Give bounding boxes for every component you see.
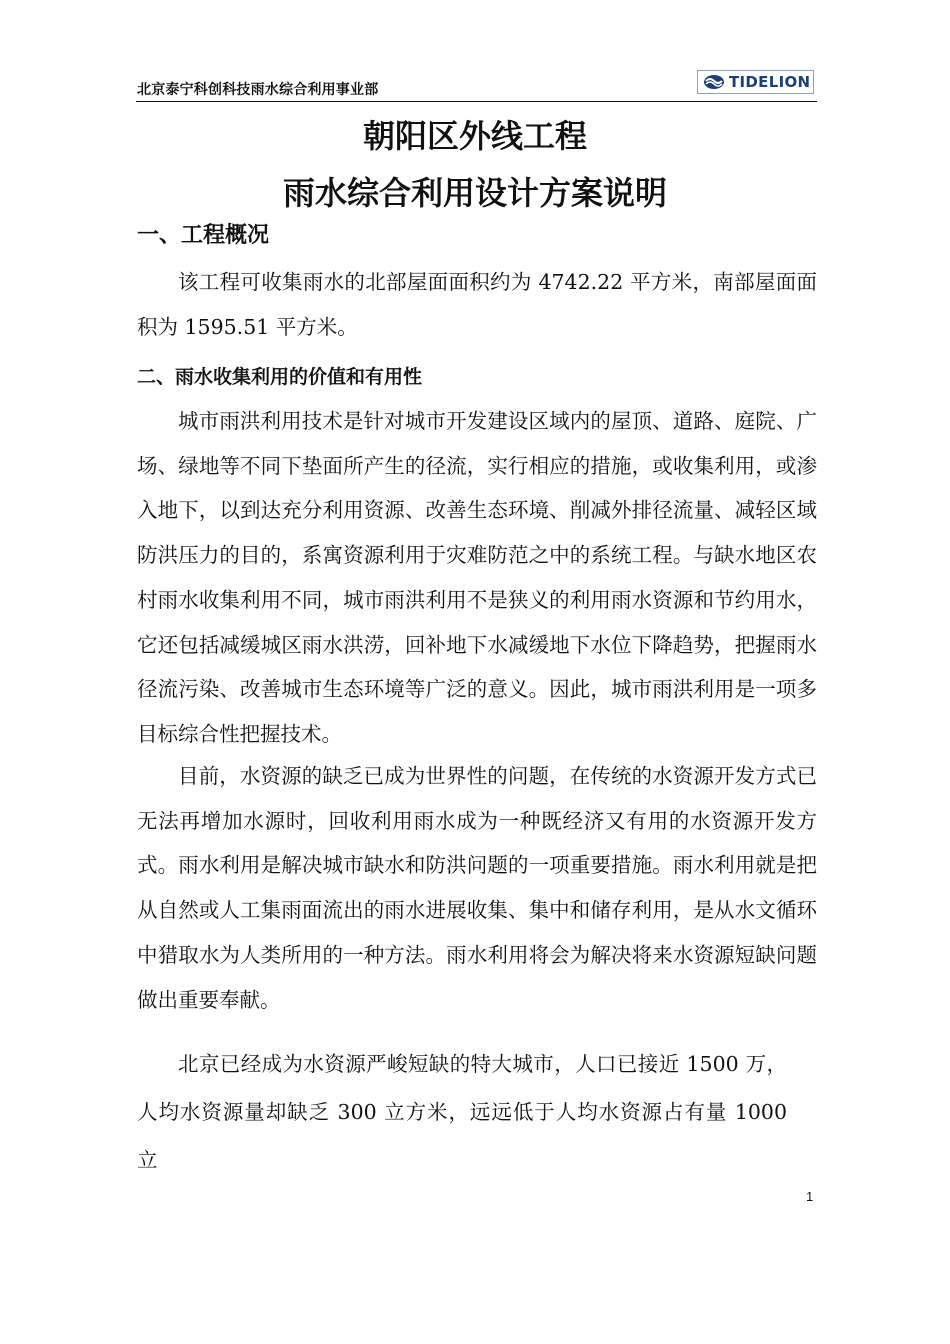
section-2-paragraph-2: 目前，水资源的缺乏已成为世界性的问题，在传统的水资源开发方式已无法再增加水源时，回收利用雨水成为一种既经济又有用的水资源开发方式。雨水利用是解决城市缺水和防洪问题的一项重要措施。雨水利用就是把从自然或人工集雨面流出的雨水进展收集、集中和储存利用，是从水文循环中猎取水为人类所用的一种方法。雨水利用将会为解决将来水资源短缺问题做出重要奉献。 — [137, 764, 817, 1012]
company-logo — [697, 70, 814, 94]
document-title-line-1: 朝阳区外线工程 — [362, 117, 587, 155]
page-number: 1 — [806, 1189, 814, 1204]
section-1-paragraph: 该工程可收集雨水的北部屋面面积约为 4742.22 平方米，南部屋面面积为 1595.51 平方米。 — [137, 270, 817, 339]
header-company-name: 北京泰宁科创科技雨水综合利用事业部 — [137, 82, 379, 98]
section-2-paragraph-3: 北京已经成为水资源严峻短缺的特大城市，人口已接近 1500 万， 人均水资源量却缺乏 300 立方米，远远低于人均水资源占有量 1000 立 — [137, 1052, 787, 1172]
section-2-paragraph-1: 城市雨洪利用技术是针对城市开发建设区域内的屋顶、道路、庭院、广场、绿地等不同下垫面所产生的径流，实行相应的措施，或收集利用，或渗入地下，以到达充分利用资源、改善生态环境、削减外排径流量、减轻区域防洪压力的目的，系寓资源利用于灾难防范之中的系统工程。与缺水地区农村雨水收集利用不同，城市雨洪利用不是狭义的利用雨水资源和节约用水，它还包括减缓城区雨水洪涝，回补地下水减缓地下水位下降趋势，把握雨水径流污染、改善城市生态环境等广泛的意义。因此，城市雨洪利用是一项多目标综合性把握技术。 — [137, 409, 817, 746]
logo-text: TIDELION — [729, 73, 811, 91]
section-1-heading: 一、工程概况 — [137, 223, 270, 248]
section-2-heading: 二、雨水收集利用的价值和有用性 — [137, 366, 423, 388]
document-title-line-2: 雨水综合利用设计方案说明 — [282, 174, 667, 212]
tidelion-wave-icon — [703, 74, 725, 90]
header-divider — [136, 101, 817, 102]
